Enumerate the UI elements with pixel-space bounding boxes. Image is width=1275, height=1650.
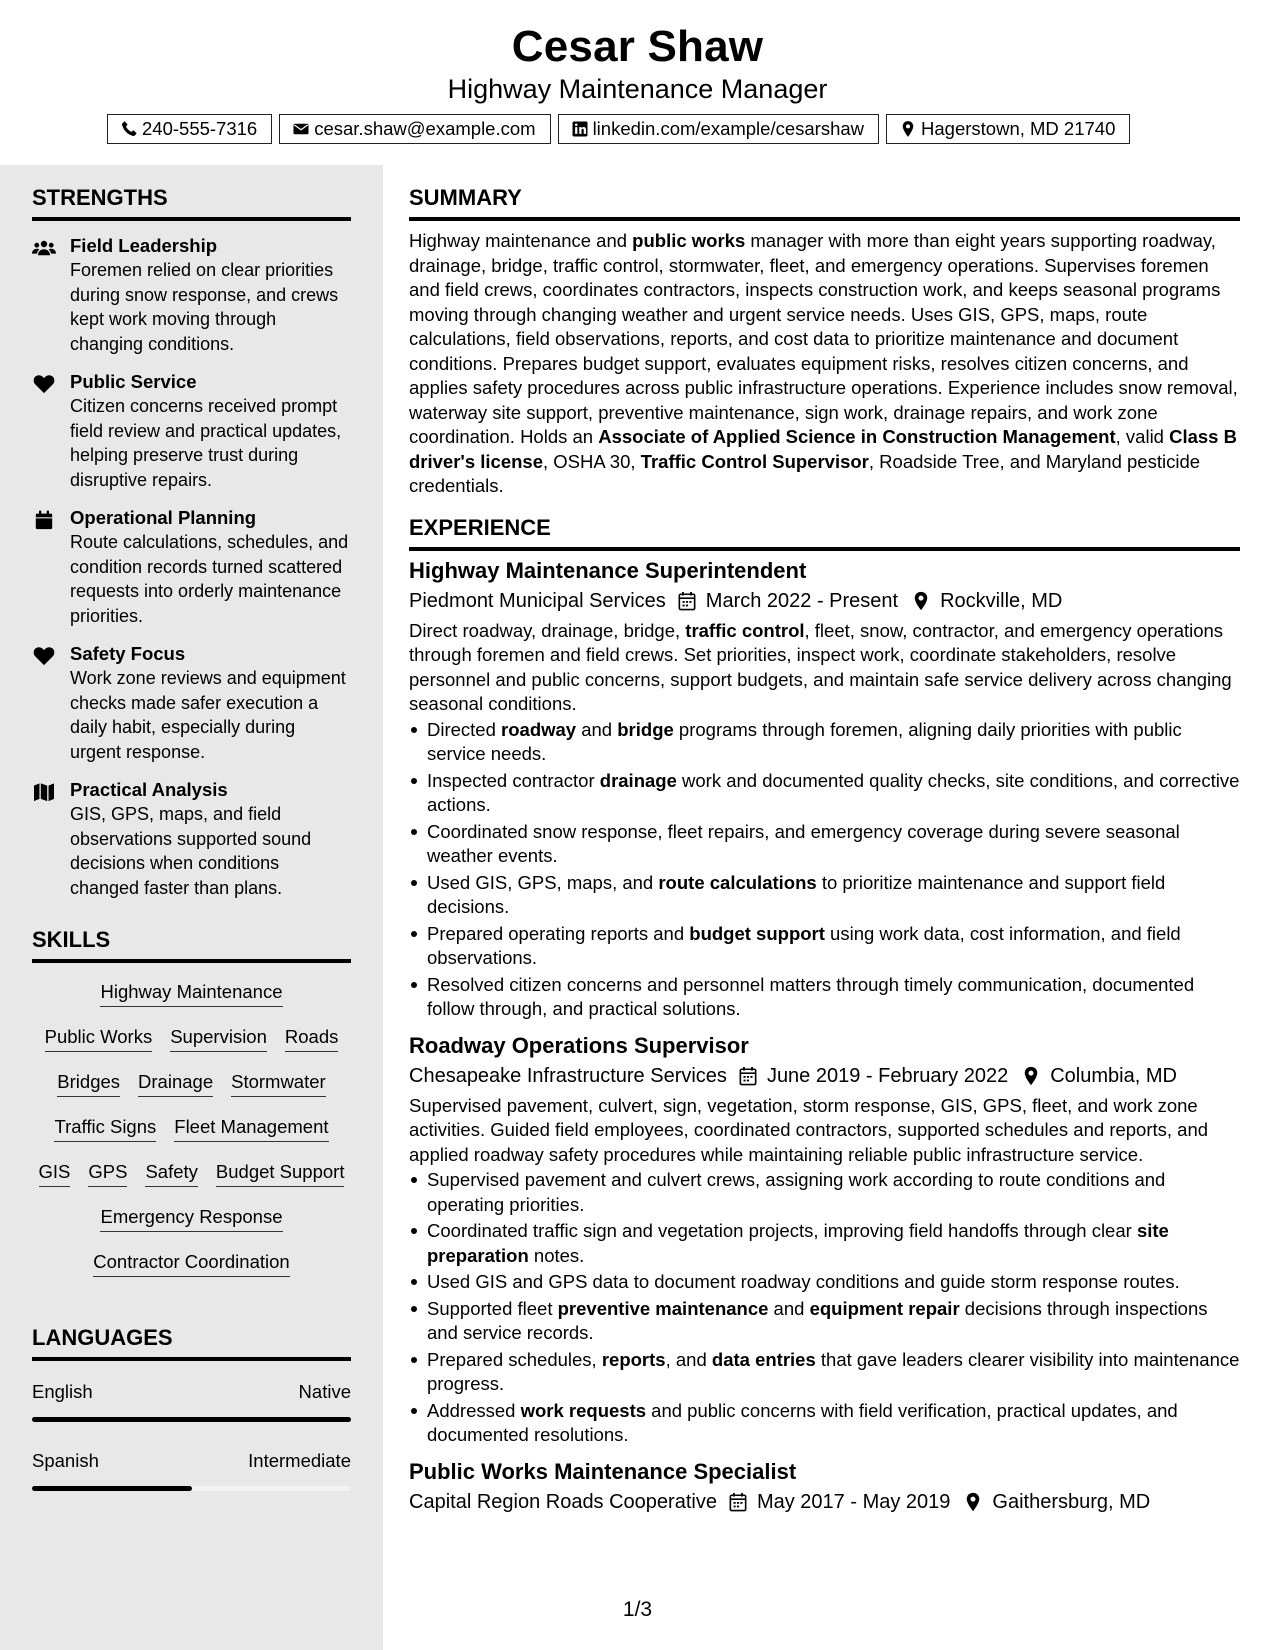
job-title: Public Works Maintenance Specialist bbox=[409, 1458, 797, 1484]
bullet-item bbox=[409, 718, 1240, 767]
language-proficiency-bar bbox=[32, 1417, 351, 1422]
job-dates: May 2017 - May 2019 bbox=[756, 1490, 951, 1513]
strengths-section bbox=[32, 185, 351, 914]
bold-text: public works bbox=[632, 230, 746, 251]
bullet-item bbox=[409, 1297, 1240, 1346]
job-location: Gaithersburg, MD bbox=[992, 1490, 1151, 1513]
strength-item bbox=[32, 778, 351, 900]
skill-row bbox=[32, 1251, 351, 1296]
resume-header bbox=[0, 0, 1275, 165]
text-run: using work data, cost information, and field observations. bbox=[427, 922, 1181, 968]
language-name: English bbox=[32, 1381, 93, 1402]
text-run: , valid bbox=[1115, 426, 1170, 447]
summary-text bbox=[409, 229, 1240, 499]
linkedin-text: linkedin.com/example/cesarshaw bbox=[592, 118, 865, 139]
text-run: and bbox=[768, 1297, 810, 1319]
strength-title: Practical Analysis bbox=[70, 779, 228, 800]
skill-tag: Supervision bbox=[170, 1026, 267, 1052]
text-run: Addressed bbox=[427, 1399, 521, 1421]
bold-text: reports bbox=[601, 1348, 666, 1370]
strengths-heading: STRENGTHS bbox=[32, 185, 351, 221]
text-run: Prepared operating reports and bbox=[427, 922, 690, 944]
bold-text: route calculations bbox=[658, 871, 817, 893]
bold-text: work requests bbox=[520, 1399, 647, 1421]
text-run: Supervised pavement and culvert crews, assigning work according to route conditions and operating priorities. bbox=[427, 1169, 1166, 1215]
job-meta bbox=[409, 586, 1240, 616]
job-dates: March 2022 - Present bbox=[705, 589, 899, 612]
job-location: Columbia, MD bbox=[1050, 1064, 1177, 1087]
language-proficiency-fill bbox=[32, 1417, 351, 1422]
calendar-icon bbox=[729, 1492, 747, 1512]
text-run: Coordinated snow response, fleet repairs, and emergency coverage during severe seasonal weather events. bbox=[427, 820, 1180, 866]
text-run: decisions through inspections and service records. bbox=[427, 1297, 1208, 1343]
bold-text: drainage bbox=[599, 769, 677, 791]
languages-heading: LANGUAGES bbox=[32, 1325, 351, 1361]
summary-heading: SUMMARY bbox=[409, 185, 1240, 221]
language-item bbox=[32, 1361, 351, 1430]
strength-desc: Route calculations, schedules, and condition records turned scattered requests into orderly maintenance priorities. bbox=[70, 532, 349, 626]
job-company: Capital Region Roads Cooperative bbox=[409, 1490, 717, 1513]
map-icon bbox=[32, 782, 56, 802]
text-run: Resolved citizen concerns and personnel matters through timely communication, documented follow through, and practical solutions. bbox=[427, 973, 1195, 1019]
contact-location bbox=[886, 114, 1130, 144]
strength-item bbox=[32, 642, 351, 764]
sidebar bbox=[0, 165, 383, 1650]
skill-row bbox=[32, 1161, 351, 1206]
language-item bbox=[32, 1430, 351, 1499]
linkedin-icon bbox=[571, 120, 589, 138]
skill-tag: Emergency Response bbox=[100, 1206, 282, 1232]
language-level: Native bbox=[298, 1381, 351, 1402]
strength-title: Public Service bbox=[70, 371, 197, 392]
bold-text: data entries bbox=[711, 1348, 816, 1370]
job-entry bbox=[409, 1031, 1240, 1448]
strength-desc: Foremen relied on clear priorities during snow response, and crews kept work moving through changing conditions. bbox=[70, 260, 339, 354]
skill-tag: Public Works bbox=[45, 1026, 153, 1052]
skills-heading: SKILLS bbox=[32, 927, 351, 963]
job-description bbox=[409, 619, 1240, 717]
language-level: Intermediate bbox=[248, 1450, 351, 1471]
strength-item bbox=[32, 370, 351, 492]
skill-tag: GPS bbox=[88, 1161, 127, 1187]
heart-icon bbox=[32, 374, 56, 394]
job-location: Rockville, MD bbox=[940, 589, 1063, 612]
text-run: Used GIS and GPS data to document roadway conditions and guide storm response routes. bbox=[427, 1271, 1180, 1292]
strength-item bbox=[32, 506, 351, 628]
text-run: Supported fleet bbox=[427, 1297, 558, 1319]
contact-bar bbox=[107, 114, 1130, 144]
skill-row bbox=[32, 1026, 351, 1071]
skill-tag: Budget Support bbox=[216, 1161, 345, 1187]
location-text: Hagerstown, MD 21740 bbox=[921, 118, 1116, 139]
bullet-item bbox=[409, 1219, 1240, 1268]
email-text: cesar.shaw@example.com bbox=[314, 118, 536, 139]
calendar-icon bbox=[32, 510, 56, 530]
calendar-icon bbox=[678, 591, 696, 611]
text-run: programs through foremen, aligning daily priorities with public service needs. bbox=[427, 718, 1182, 764]
job-entry bbox=[409, 556, 1240, 1022]
job-dates: June 2019 - February 2022 bbox=[766, 1064, 1009, 1087]
bullet-item bbox=[409, 1399, 1240, 1448]
text-run: manager with more than eight years supporting roadway, drainage, bridge, traffic control, stormwater, fleet, and emergency operations. Supervises foremen and field crews, coordinates contractors, inspects construction work, and keeps seasonal programs moving through changing weather and urgent service needs. Uses GIS, GPS, maps, route calculations, field observations, reports, and cost data to prioritize maintenance and document conditions. Prepares budget support, evaluates equipment risks, resolves citizen concerns, and applies safety procedures across public infrastructure operations. Experience includes snow removal, waterway site support, preventive maintenance, sign work, drainage repairs, and work zone coordination. Holds an bbox=[409, 230, 1238, 447]
job-description bbox=[409, 1094, 1240, 1168]
skill-tag: Bridges bbox=[57, 1071, 120, 1097]
skill-row bbox=[32, 1071, 351, 1116]
strength-desc: GIS, GPS, maps, and field observations supported sound decisions when conditions changed faster than plans. bbox=[70, 804, 312, 898]
text-run: , OSHA 30, bbox=[542, 450, 641, 472]
bullet-item bbox=[409, 1168, 1240, 1217]
job-bullets bbox=[409, 1168, 1240, 1448]
bullet-item bbox=[409, 820, 1240, 869]
skill-tag: Stormwater bbox=[231, 1071, 326, 1097]
bullet-item bbox=[409, 1270, 1240, 1295]
bullet-item bbox=[409, 973, 1240, 1022]
text-run: Inspected contractor bbox=[427, 769, 600, 791]
bold-text: equipment repair bbox=[809, 1297, 960, 1319]
strength-desc: Work zone reviews and equipment checks made safer execution a daily habit, especially during urgent response. bbox=[70, 668, 346, 762]
strength-title: Safety Focus bbox=[70, 643, 186, 664]
skill-row bbox=[32, 1116, 351, 1161]
text-run: Supervised pavement, culvert, sign, vegetation, storm response, GIS, GPS, fleet, and work zone activities. Guided field employees, coordinated contractors, supported schedules and reports, and applied roadway safety procedures while maintaining reliable public infrastructure service. bbox=[409, 1094, 1209, 1165]
bold-text: Traffic Control Supervisor bbox=[640, 450, 869, 472]
text-run: to prioritize maintenance and support field decisions. bbox=[427, 871, 1166, 917]
bold-text: bridge bbox=[617, 718, 674, 740]
text-run: Direct roadway, drainage, bridge, bbox=[409, 619, 686, 641]
experience-heading: EXPERIENCE bbox=[409, 515, 1240, 551]
language-proficiency-fill bbox=[32, 1486, 192, 1491]
skill-tag: GIS bbox=[39, 1161, 71, 1187]
bold-text: budget support bbox=[689, 922, 825, 944]
contact-email[interactable] bbox=[279, 114, 550, 144]
text-run: notes. bbox=[528, 1244, 585, 1266]
text-run: that gave leaders clearer visibility into maintenance progress. bbox=[427, 1348, 1240, 1394]
main-content bbox=[409, 165, 1240, 1517]
language-name: Spanish bbox=[32, 1450, 99, 1471]
heart-icon bbox=[32, 646, 56, 666]
skill-row bbox=[32, 981, 351, 1026]
skill-tag: Fleet Management bbox=[174, 1116, 328, 1142]
skill-tag: Safety bbox=[145, 1161, 197, 1187]
strength-item bbox=[32, 234, 351, 356]
text-run: , and bbox=[665, 1348, 712, 1370]
users-icon bbox=[32, 238, 56, 258]
strength-title: Operational Planning bbox=[70, 507, 257, 528]
text-run: Directed bbox=[427, 718, 502, 740]
envelope-icon bbox=[292, 120, 310, 138]
text-run: Highway maintenance and bbox=[409, 230, 633, 251]
skill-tag: Roads bbox=[285, 1026, 338, 1052]
skill-tag: Traffic Signs bbox=[54, 1116, 156, 1142]
job-title: Highway Maintenance Superintendent bbox=[409, 557, 807, 583]
skill-tag: Highway Maintenance bbox=[100, 981, 282, 1007]
text-run: work and documented quality checks, site conditions, and corrective actions. bbox=[427, 769, 1240, 815]
text-run: Prepared schedules, bbox=[427, 1348, 602, 1370]
map-pin-icon bbox=[964, 1492, 982, 1512]
text-run: and bbox=[576, 718, 618, 740]
job-title: Roadway Operations Supervisor bbox=[409, 1032, 749, 1058]
contact-phone[interactable] bbox=[107, 114, 272, 144]
skill-tag: Contractor Coordination bbox=[93, 1251, 289, 1277]
bullet-item bbox=[409, 1348, 1240, 1397]
language-proficiency-bar bbox=[32, 1486, 351, 1491]
skill-row bbox=[32, 1206, 351, 1251]
bold-text: site preparation bbox=[427, 1220, 1169, 1266]
calendar-icon bbox=[739, 1066, 757, 1086]
job-meta bbox=[409, 1487, 1240, 1517]
strength-title: Field Leadership bbox=[70, 235, 218, 256]
text-run: , Roadside Tree, and Maryland pesticide credentials. bbox=[409, 450, 1201, 496]
map-pin-icon bbox=[1022, 1066, 1040, 1086]
job-entry bbox=[409, 1457, 1240, 1517]
bullet-item bbox=[409, 871, 1240, 920]
text-run: Used GIS, GPS, maps, and bbox=[427, 871, 659, 893]
candidate-title: Highway Maintenance Manager bbox=[447, 74, 828, 104]
candidate-name: Cesar Shaw bbox=[511, 22, 764, 71]
text-run: Coordinated traffic sign and vegetation projects, improving field handoffs through clear bbox=[427, 1220, 1137, 1241]
job-company: Piedmont Municipal Services bbox=[409, 589, 666, 612]
bullet-item bbox=[409, 922, 1240, 971]
skills-section bbox=[32, 927, 351, 1296]
map-pin-icon bbox=[899, 120, 917, 138]
bold-text: traffic control bbox=[685, 619, 805, 641]
bold-text: Class B driver's license bbox=[409, 426, 1237, 472]
text-run: and public concerns with field verification, practical updates, and documented resolutions. bbox=[427, 1399, 1178, 1445]
phone-icon bbox=[120, 120, 138, 138]
strength-desc: Citizen concerns received prompt field review and practical updates, helping preserve trust during disruptive repairs. bbox=[70, 396, 342, 490]
phone-text: 240-555-7316 bbox=[142, 118, 258, 139]
map-pin-icon bbox=[912, 591, 930, 611]
page-number: 1/3 bbox=[622, 1598, 653, 1621]
bold-text: roadway bbox=[501, 718, 577, 740]
job-bullets bbox=[409, 718, 1240, 1022]
text-run: , fleet, snow, contractor, and emergency operations through foremen and field crews. Set priorities, inspect work, coordinate stakeholders, resolve personnel and public concerns, support budgets, and maintain safe service delivery across changing seasonal conditions. bbox=[409, 619, 1232, 714]
bold-text: Associate of Applied Science in Construction Management bbox=[598, 426, 1116, 447]
job-meta bbox=[409, 1061, 1240, 1091]
languages-section bbox=[32, 1325, 351, 1499]
contact-linkedin[interactable] bbox=[558, 114, 879, 144]
skill-tag: Drainage bbox=[138, 1071, 213, 1097]
job-company: Chesapeake Infrastructure Services bbox=[409, 1064, 727, 1087]
bullet-item bbox=[409, 769, 1240, 818]
bold-text: preventive maintenance bbox=[557, 1297, 769, 1319]
